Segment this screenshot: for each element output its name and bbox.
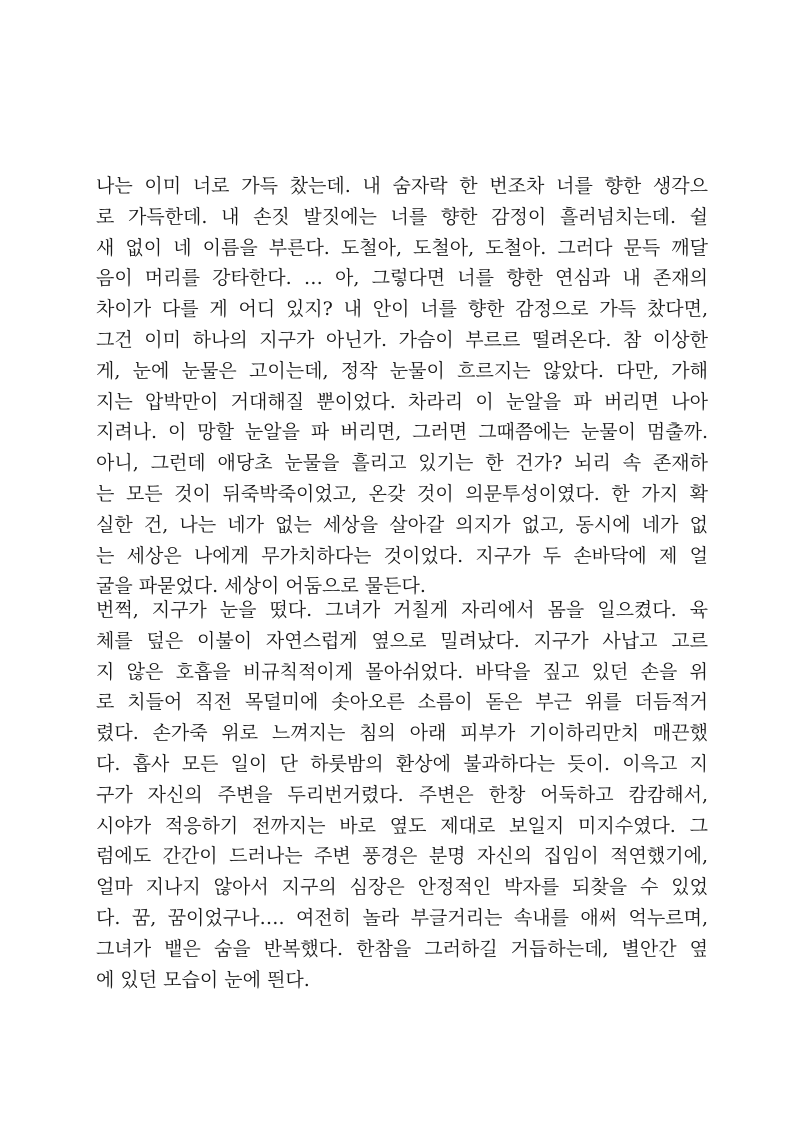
text-line: 구가 자신의 주변을 두리번거렸다. 주변은 한창 어둑하고 캄캄해서, xyxy=(96,783,708,806)
text-line: 아니, 그런데 애당초 눈물을 흘리고 있기는 한 건가? 뇌리 속 존재하 xyxy=(96,452,708,475)
text-line: 그건 이미 하나의 지구가 아닌가. 가슴이 부르르 떨려온다. 참 이상한 xyxy=(96,328,708,351)
text-line: 얼마 지나지 않아서 지구의 심장은 안정적인 박자를 되찾을 수 있었 xyxy=(96,876,708,899)
text-line: 는 세상은 나에게 무가치하다는 것이었다. 지구가 두 손바닥에 제 얼 xyxy=(96,544,708,567)
text-line: 로 치들어 직전 목덜미에 솟아오른 소름이 돋은 부근 위를 더듬적거 xyxy=(96,691,708,714)
text-line: 새 없이 네 이름을 부른다. 도철아, 도철아, 도철아. 그러다 문득 깨달 xyxy=(96,236,708,259)
text-line: 번쩍, 지구가 눈을 떴다. 그녀가 거칠게 자리에서 몸을 일으켰다. 육 xyxy=(96,599,708,621)
text-line: 다. 꿈, 꿈이었구나…. 여전히 놀라 부글거리는 속내를 애써 억누르며, xyxy=(96,906,708,929)
paragraph-1 xyxy=(96,171,708,602)
text-line: 럼에도 간간이 드러나는 주변 풍경은 분명 자신의 집임이 적연했기에, xyxy=(96,845,708,868)
text-line: 게, 눈에 눈물은 고이는데, 정작 눈물이 흐르지는 않았다. 다만, 가해 xyxy=(96,359,708,382)
text-line: 체를 덮은 이불이 자연스럽게 옆으로 밀려났다. 지구가 사납고 고르 xyxy=(96,629,708,652)
text-line: 음이 머리를 강타한다. … 아, 그렇다면 너를 향한 연심과 내 존재의 xyxy=(96,267,708,290)
text-line: 그녀가 뱉은 숨을 반복했다. 한참을 그러하길 거듭하는데, 별안간 옆 xyxy=(96,937,708,960)
text-line: 는 모든 것이 뒤죽박죽이었고, 온갖 것이 의문투성이였다. 한 가지 확 xyxy=(96,482,708,505)
text-line: 나는 이미 너로 가득 찼는데. 내 숨자락 한 번조차 너를 향한 생각으 xyxy=(96,175,708,197)
text-line: 지려나. 이 망할 눈알을 파 버리면, 그러면 그때쯤에는 눈물이 멈출까. xyxy=(96,421,708,444)
text-line: 시야가 적응하기 전까지는 바로 옆도 제대로 보일지 미지수였다. 그 xyxy=(96,814,708,837)
text-line: 굴을 파묻었다. 세상이 어둠으로 물든다. xyxy=(96,575,426,598)
text-line: 지는 압박만이 거대해질 뿐이었다. 차라리 이 눈알을 파 버리면 나아 xyxy=(96,390,708,413)
text-line: 지 않은 호흡을 비규칙적이게 몰아쉬었다. 바닥을 짚고 있던 손을 위 xyxy=(96,660,708,683)
text-line: 차이가 다를 게 어디 있지? 내 안이 너를 향한 감정으로 가득 찼다면, xyxy=(96,298,708,321)
text-line: 에 있던 모습이 눈에 띈다. xyxy=(96,968,310,991)
text-line: 로 가득한데. 내 손짓 발짓에는 너를 향한 감정이 흘러넘치는데. 쉴 xyxy=(96,205,708,228)
paragraph-2 xyxy=(96,595,708,995)
text-line: 실한 건, 나는 네가 없는 세상을 살아갈 의지가 없고, 동시에 네가 없 xyxy=(96,513,708,536)
text-line: 렸다. 손가죽 위로 느껴지는 침의 아래 피부가 기이하리만치 매끈했 xyxy=(96,722,708,745)
text-line: 다. 흡사 모든 일이 단 하룻밤의 환상에 불과하다는 듯이. 이윽고 지 xyxy=(96,752,708,775)
